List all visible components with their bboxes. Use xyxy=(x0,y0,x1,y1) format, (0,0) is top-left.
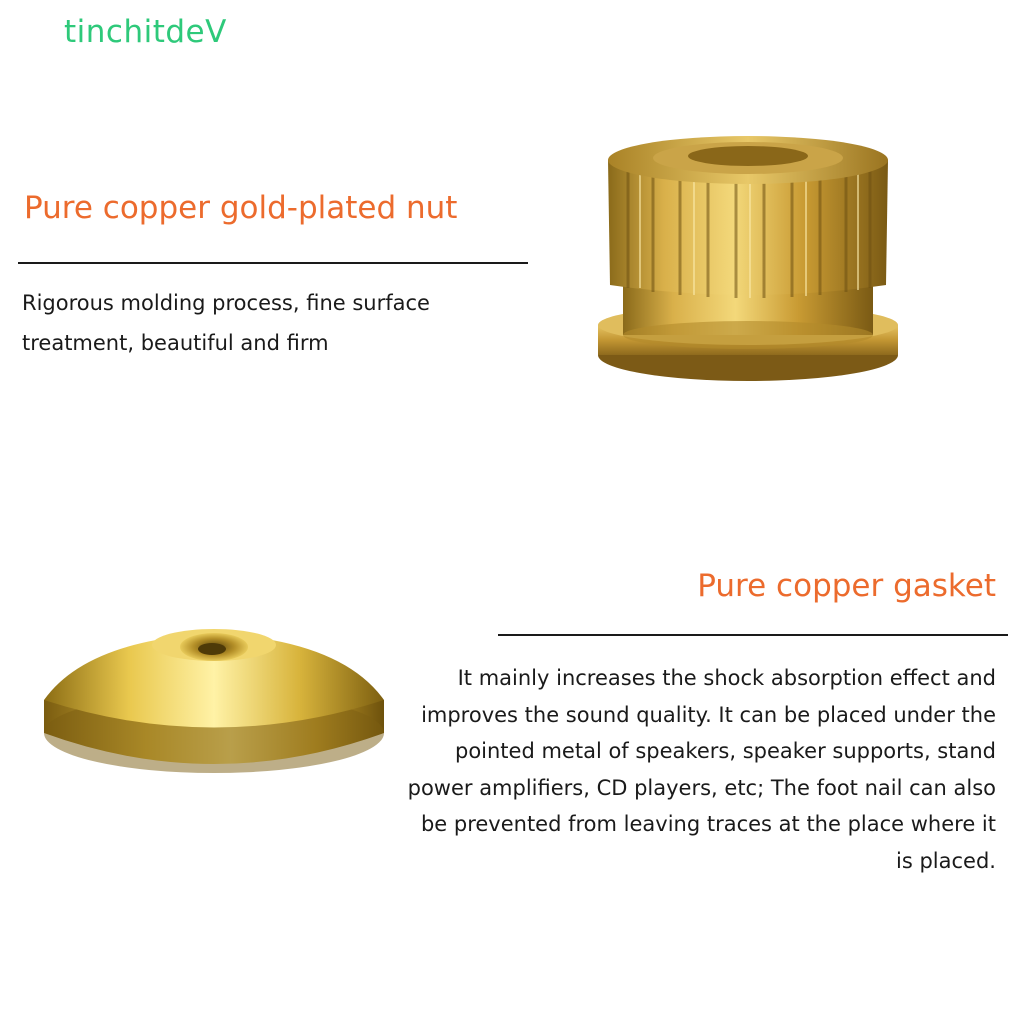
nut-title: Pure copper gold-plated nut xyxy=(24,190,458,226)
nut-divider xyxy=(18,262,528,264)
brass-nut-image xyxy=(588,120,908,390)
gasket-divider xyxy=(498,634,1008,636)
store-watermark: tinchitdeV xyxy=(64,14,227,50)
brass-gasket-image xyxy=(36,615,392,785)
nut-description: Rigorous molding process, fine surface treatment, beautiful and firm xyxy=(22,291,430,355)
gasket-title: Pure copper gasket xyxy=(697,568,996,604)
gasket-description: It mainly increases the shock absorption effect and improves the sound quality. It can be placed under the pointed metal of speakers, speaker supports, stand power amplifiers, CD players, etc; The foot nail can also be prevented from leaving traces at the place where it is placed. xyxy=(407,666,996,873)
